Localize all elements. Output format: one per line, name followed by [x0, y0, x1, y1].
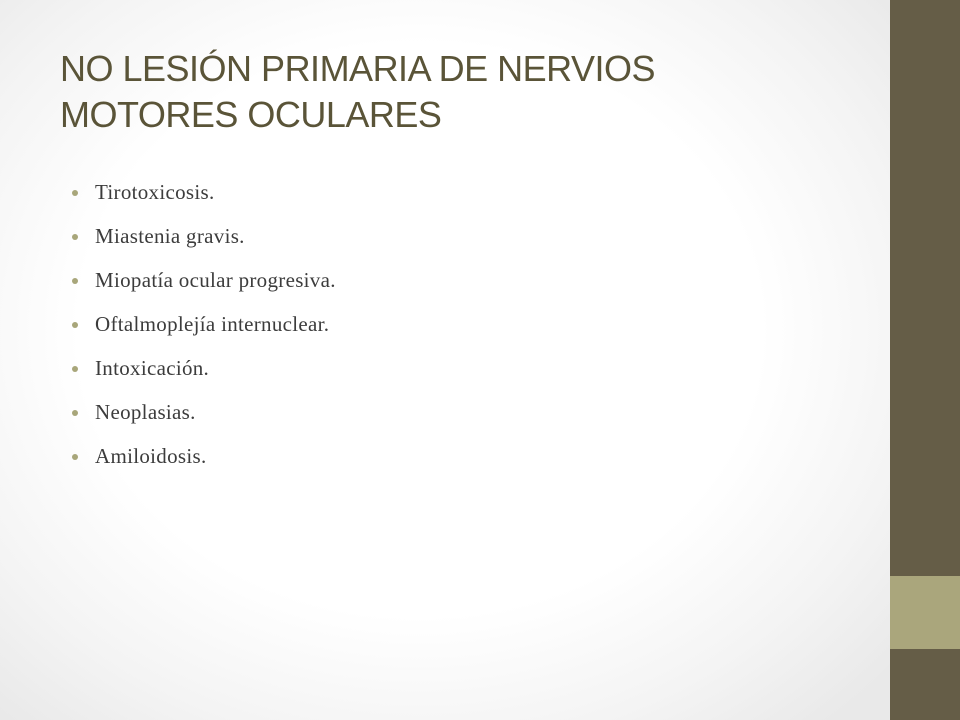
- bullet-dot-icon: [72, 322, 78, 328]
- decorative-side-bar: [890, 0, 960, 720]
- bullet-dot-icon: [72, 410, 78, 416]
- bullet-text: Miopatía ocular progresiva.: [95, 268, 336, 292]
- side-bar-light-accent: [890, 576, 960, 649]
- bullet-text: Tirotoxicosis.: [95, 180, 215, 204]
- bullet-dot-icon: [72, 366, 78, 372]
- bullet-text: Amiloidosis.: [95, 444, 207, 468]
- bullet-item-miopatia: [72, 263, 336, 307]
- bullet-item-tirotoxicosis: [72, 175, 336, 219]
- bullet-text: Intoxicación.: [95, 356, 210, 380]
- slide-title: [60, 46, 860, 138]
- bullet-list: [72, 175, 336, 483]
- bullet-dot-icon: [72, 454, 78, 460]
- bullet-item-neoplasias: [72, 395, 336, 439]
- title-line-1: NO LESIÓN PRIMARIA DE NERVIOS: [60, 48, 655, 89]
- bullet-dot-icon: [72, 190, 78, 196]
- bullet-item-oftalmoplejia: [72, 307, 336, 351]
- title-line-2: MOTORES OCULARES: [60, 94, 442, 135]
- bullet-text: Neoplasias.: [95, 400, 196, 424]
- side-bar-dark-top: [890, 0, 960, 576]
- bullet-text: Miastenia gravis.: [95, 224, 245, 248]
- side-bar-dark-bottom: [890, 649, 960, 720]
- bullet-item-amiloidosis: [72, 439, 336, 483]
- bullet-item-intoxicacion: [72, 351, 336, 395]
- bullet-dot-icon: [72, 234, 78, 240]
- bullet-text: Oftalmoplejía internuclear.: [95, 312, 330, 336]
- bullet-dot-icon: [72, 278, 78, 284]
- bullet-item-miastenia: [72, 219, 336, 263]
